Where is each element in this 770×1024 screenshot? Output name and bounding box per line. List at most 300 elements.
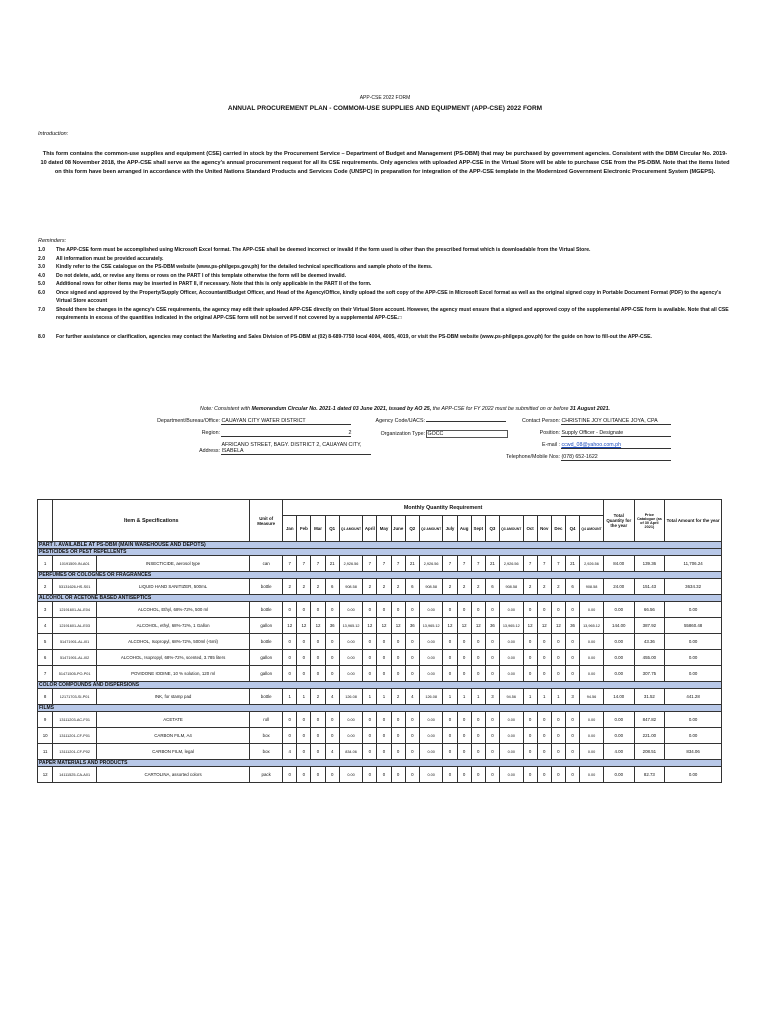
month-qty-cell[interactable]: 2 (537, 579, 551, 595)
month-qty-cell[interactable]: 0 (311, 744, 325, 760)
month-qty-cell[interactable]: 0 (283, 602, 297, 618)
month-qty-cell[interactable]: 0 (297, 650, 311, 666)
month-qty-cell[interactable]: 0 (523, 712, 537, 728)
table-row (38, 689, 722, 705)
month-qty-cell[interactable]: 0 (471, 728, 485, 744)
table-row (38, 712, 722, 728)
position-label: Position: (539, 430, 560, 436)
month-qty-cell[interactable]: 2 (523, 579, 537, 595)
header-month: Q1 (325, 516, 339, 542)
quarter-total-cell: 0 (485, 634, 499, 650)
month-qty-cell[interactable]: 0 (443, 650, 457, 666)
month-qty-cell[interactable]: 1 (443, 689, 457, 705)
month-qty-cell[interactable]: 12 (311, 618, 325, 634)
price-cell: 847.82 (634, 712, 665, 728)
reminder-text: Once signed and approved by the Property/Supply Officer, Accountant/Budget Officer, and Head of the Agency/Office, kindly upload the soft copy of the APP-CSE in Microsoft Excel format as well as the original signed copy in Portable Document Format (PDF) to the agency's Virtual Store account (56, 289, 722, 304)
table-row (38, 618, 722, 634)
item-code: 13111201-CF-P02 (53, 744, 97, 760)
month-qty-cell[interactable]: 0 (391, 767, 405, 783)
month-qty-cell[interactable]: 2 (551, 579, 565, 595)
month-qty-cell[interactable]: 0 (443, 744, 457, 760)
month-qty-cell[interactable]: 0 (363, 634, 377, 650)
item-code: 12191601-AL-E03 (53, 618, 97, 634)
total-amount-cell: 0.00 (665, 728, 722, 744)
month-qty-cell[interactable]: 0 (457, 650, 471, 666)
quarter-amount-cell: 94.56 (499, 689, 523, 705)
org-type-label: Organization Type: (380, 431, 425, 437)
month-qty-cell[interactable]: 0 (391, 602, 405, 618)
month-qty-cell[interactable]: 0 (391, 728, 405, 744)
quarter-total-cell: 0 (405, 650, 419, 666)
month-qty-cell[interactable]: 0 (391, 744, 405, 760)
price-cell: 31.52 (634, 689, 665, 705)
item-name: CARBON FILM, legal (96, 744, 249, 760)
header-month: Nov (537, 516, 551, 542)
reminder-number: 3.0 (38, 264, 46, 270)
month-qty-cell[interactable]: 0 (457, 712, 471, 728)
item-number: 3 (38, 602, 53, 618)
email-row (505, 442, 671, 449)
quarter-amount-cell: 0.00 (580, 634, 604, 650)
quarter-total-cell: 21 (405, 556, 419, 572)
month-qty-cell[interactable]: 0 (377, 650, 391, 666)
month-qty-cell[interactable]: 12 (457, 618, 471, 634)
total-amount-cell: 0.00 (665, 666, 722, 682)
tel-row (505, 454, 671, 461)
cse-table-wrap (37, 499, 722, 783)
month-qty-cell[interactable]: 2 (311, 579, 325, 595)
category-label: PESTICIDES OR PEST REPELLENTS (38, 549, 722, 556)
month-qty-cell[interactable]: 7 (363, 556, 377, 572)
month-qty-cell[interactable]: 12 (283, 618, 297, 634)
month-qty-cell[interactable]: 12 (391, 618, 405, 634)
month-qty-cell[interactable]: 0 (297, 634, 311, 650)
header-month: April (363, 516, 377, 542)
quarter-total-cell: 6 (485, 579, 499, 595)
month-qty-cell[interactable]: 0 (443, 602, 457, 618)
quarter-amount-cell: 0.00 (339, 634, 363, 650)
month-qty-cell[interactable]: 7 (377, 556, 391, 572)
month-qty-cell[interactable]: 0 (551, 744, 565, 760)
month-qty-cell[interactable]: 0 (537, 666, 551, 682)
month-qty-cell[interactable]: 0 (311, 712, 325, 728)
total-amount-cell: 441.28 (665, 689, 722, 705)
month-qty-cell[interactable]: 0 (537, 767, 551, 783)
total-amount-cell: 0.00 (665, 712, 722, 728)
price-cell: 43.36 (634, 634, 665, 650)
reminder-text: Additional rows for other items may be inserted in PART II, if necessary. Note that this is only applicable in the PART II of the form. (56, 281, 372, 287)
month-qty-cell[interactable]: 0 (471, 712, 485, 728)
quarter-total-cell: 0 (325, 602, 339, 618)
month-qty-cell[interactable]: 0 (283, 666, 297, 682)
quarter-amount-cell: 2,926.56 (419, 556, 443, 572)
month-qty-cell[interactable]: 0 (311, 767, 325, 783)
month-qty-cell[interactable]: 1 (537, 689, 551, 705)
category-row (38, 682, 722, 689)
category-row (38, 760, 722, 767)
month-qty-cell[interactable]: 0 (457, 728, 471, 744)
month-qty-cell[interactable]: 0 (363, 744, 377, 760)
quarter-total-cell: 0 (485, 728, 499, 744)
month-qty-cell[interactable]: 0 (443, 634, 457, 650)
month-qty-cell[interactable]: 0 (537, 712, 551, 728)
header-items: Item & Specifications (53, 500, 250, 542)
month-qty-cell[interactable]: 0 (551, 650, 565, 666)
quarter-amount-cell: 0.00 (419, 650, 443, 666)
month-qty-cell[interactable]: 0 (471, 744, 485, 760)
month-qty-cell[interactable]: 7 (391, 556, 405, 572)
region-field[interactable]: 2 (221, 430, 351, 437)
month-qty-cell[interactable]: 12 (363, 618, 377, 634)
month-qty-cell[interactable]: 0 (311, 634, 325, 650)
tel-label: Telephone/Mobile Nos: (506, 454, 560, 460)
item-number: 10 (38, 728, 53, 744)
month-qty-cell[interactable]: 0 (523, 602, 537, 618)
month-qty-cell[interactable]: 0 (377, 634, 391, 650)
month-qty-cell[interactable]: 0 (443, 728, 457, 744)
month-qty-cell[interactable]: 0 (523, 767, 537, 783)
month-qty-cell[interactable]: 0 (457, 666, 471, 682)
month-qty-cell[interactable]: 0 (551, 666, 565, 682)
item-name: ALCOHOL, Isopropyl, 68%-72%, 500ml (-5ml) (96, 634, 249, 650)
item-code: 51471901-AL-I01 (53, 634, 97, 650)
month-qty-cell[interactable]: 0 (523, 634, 537, 650)
header-no (38, 500, 53, 542)
quarter-amount-cell: 0.00 (339, 666, 363, 682)
month-qty-cell[interactable]: 0 (297, 728, 311, 744)
price-cell: 82.73 (634, 767, 665, 783)
month-qty-cell[interactable]: 0 (457, 602, 471, 618)
month-qty-cell[interactable]: 7 (523, 556, 537, 572)
month-qty-cell[interactable]: 0 (377, 767, 391, 783)
item-unit: box (250, 728, 283, 744)
month-qty-cell[interactable]: 0 (297, 602, 311, 618)
month-qty-cell[interactable]: 0 (377, 666, 391, 682)
item-unit: roll (250, 712, 283, 728)
month-qty-cell[interactable]: 0 (391, 650, 405, 666)
total-amount-cell: 834.06 (665, 744, 722, 760)
quarter-total-cell: 36 (565, 618, 579, 634)
month-qty-cell[interactable]: 0 (283, 712, 297, 728)
quarter-amount-cell: 13,965.12 (499, 618, 523, 634)
reminders-list (38, 246, 738, 341)
month-qty-cell[interactable]: 0 (363, 602, 377, 618)
price-cell: 208.51 (634, 744, 665, 760)
month-qty-cell[interactable]: 0 (457, 767, 471, 783)
quarter-amount-cell: 0.00 (580, 650, 604, 666)
month-qty-cell[interactable]: 2 (457, 579, 471, 595)
quarter-total-cell: 4 (405, 689, 419, 705)
month-qty-cell[interactable]: 0 (377, 712, 391, 728)
quarter-total-cell: 36 (485, 618, 499, 634)
quarter-total-cell: 0 (565, 666, 579, 682)
month-qty-cell[interactable]: 2 (283, 579, 297, 595)
month-qty-cell[interactable]: 0 (377, 744, 391, 760)
month-qty-cell[interactable]: 1 (551, 689, 565, 705)
total-amount-cell: 0.00 (665, 767, 722, 783)
dept-field[interactable]: CAUAYAN CITY WATER DISTRICT (221, 418, 351, 425)
item-number: 11 (38, 744, 53, 760)
month-qty-cell[interactable]: 2 (377, 579, 391, 595)
item-code: 51471505-PO-P01 (53, 666, 97, 682)
month-qty-cell[interactable]: 1 (457, 689, 471, 705)
quarter-amount-cell: 0.00 (499, 744, 523, 760)
quarter-amount-cell: 0.00 (419, 767, 443, 783)
month-qty-cell[interactable]: 0 (363, 650, 377, 666)
header-month: Aug (457, 516, 471, 542)
month-qty-cell[interactable]: 12 (443, 618, 457, 634)
quarter-total-cell: 36 (405, 618, 419, 634)
quarter-total-cell: 0 (325, 666, 339, 682)
quarter-total-cell: 0 (325, 712, 339, 728)
total-amount-cell: 3634.32 (665, 579, 722, 595)
org-type-select[interactable]: GOCC (426, 430, 508, 438)
month-qty-cell[interactable]: 1 (363, 689, 377, 705)
month-qty-cell[interactable]: 0 (551, 634, 565, 650)
header-month: Sept (471, 516, 485, 542)
month-qty-cell[interactable]: 12 (471, 618, 485, 634)
reminder-gap (38, 323, 738, 333)
month-qty-cell[interactable]: 0 (537, 634, 551, 650)
agency-code-row (370, 418, 506, 424)
item-number: 1 (38, 556, 53, 572)
quarter-total-cell: 0 (485, 602, 499, 618)
form-code: APP-CSE 2022 FORM (359, 95, 411, 101)
month-qty-cell[interactable]: 12 (377, 618, 391, 634)
total-qty-cell: 14.00 (603, 689, 634, 705)
reminder-text: Do not delete, add, or revise any items or rows on the PART I of this template otherwise the form will be deemed invalid. (56, 272, 347, 279)
month-qty-cell[interactable]: 0 (471, 666, 485, 682)
month-qty-cell[interactable]: 0 (551, 602, 565, 618)
month-qty-cell[interactable]: 7 (537, 556, 551, 572)
total-qty-cell: 4.00 (603, 744, 634, 760)
month-qty-cell[interactable]: 0 (443, 666, 457, 682)
quarter-total-cell: 21 (565, 556, 579, 572)
quarter-total-cell: 4 (325, 744, 339, 760)
month-qty-cell[interactable]: 1 (523, 689, 537, 705)
item-number: 9 (38, 712, 53, 728)
reminder-item (38, 272, 738, 281)
table-row (38, 767, 722, 783)
month-qty-cell[interactable]: 0 (443, 712, 457, 728)
quarter-amount-cell: 0.00 (499, 634, 523, 650)
item-code: 51471901-AL-I02 (53, 650, 97, 666)
header-total-amount: Total Amount for the year (665, 500, 722, 542)
form-title: ANNUAL PROCUREMENT PLAN - COMMOM-USE SUPPLIES AND EQUIPMENT (APP-CSE) 2022 FORM (227, 105, 543, 112)
month-qty-cell[interactable]: 0 (363, 712, 377, 728)
month-qty-cell[interactable]: 12 (551, 618, 565, 634)
total-amount-cell: 55860.48 (665, 618, 722, 634)
month-qty-cell[interactable]: 1 (297, 689, 311, 705)
quarter-amount-cell: 0.00 (580, 728, 604, 744)
quarter-amount-cell: 0.00 (339, 728, 363, 744)
month-qty-cell[interactable]: 2 (391, 689, 405, 705)
quarter-amount-cell: 908.58 (580, 579, 604, 595)
email-link[interactable]: ccwd_08@yahoo.com.ph (561, 442, 671, 449)
month-qty-cell[interactable]: 0 (537, 728, 551, 744)
month-qty-cell[interactable]: 0 (471, 602, 485, 618)
table-row (38, 602, 722, 618)
month-qty-cell[interactable]: 2 (471, 579, 485, 595)
quarter-amount-cell: 126.08 (419, 689, 443, 705)
total-qty-cell: 0.00 (603, 767, 634, 783)
month-qty-cell[interactable]: 0 (363, 767, 377, 783)
month-qty-cell[interactable]: 4 (283, 744, 297, 760)
reminder-text: The APP-CSE form must be accomplished using Microsoft Excel format. The APP-CSE shall be deemed incorrect or invalid if the form used is other than the prescribed format which is downloadable from the Virtual Store. (56, 247, 591, 253)
month-qty-cell[interactable]: 1 (471, 689, 485, 705)
month-qty-cell[interactable]: 0 (297, 744, 311, 760)
month-qty-cell[interactable]: 7 (443, 556, 457, 572)
dept-label: Department/Bureau/Office: (157, 418, 220, 424)
reminder-item (38, 280, 738, 289)
month-qty-cell[interactable]: 0 (283, 767, 297, 783)
header-month: May (377, 516, 391, 542)
month-qty-cell[interactable]: 0 (391, 712, 405, 728)
month-qty-cell[interactable]: 0 (377, 602, 391, 618)
month-qty-cell[interactable]: 7 (283, 556, 297, 572)
month-qty-cell[interactable]: 7 (551, 556, 565, 572)
item-name: CARTOLINA, assorted colors (96, 767, 249, 783)
quarter-total-cell: 0 (405, 712, 419, 728)
category-row (38, 705, 722, 712)
month-qty-cell[interactable]: 0 (523, 744, 537, 760)
quarter-amount-cell: 908.58 (419, 579, 443, 595)
position-field[interactable]: Supply Officer - Designate (561, 430, 671, 437)
header-price: Price Catalogue (as of 30 April 2021) (634, 500, 665, 542)
month-qty-cell[interactable]: 2 (443, 579, 457, 595)
quarter-amount-cell: 2,926.56 (339, 556, 363, 572)
quarter-amount-cell: 908.58 (339, 579, 363, 595)
quarter-total-cell: 0 (325, 728, 339, 744)
note-deadline: 31 August 2021. (569, 406, 611, 412)
email-label: E-mail : (542, 442, 560, 448)
total-qty-cell: 0.00 (603, 666, 634, 682)
quarter-total-cell: 0 (485, 767, 499, 783)
quarter-amount-cell: 834.06 (339, 744, 363, 760)
reminder-item (38, 255, 738, 264)
quarter-total-cell: 6 (405, 579, 419, 595)
month-qty-cell[interactable]: 12 (523, 618, 537, 634)
quarter-amount-cell: 0.00 (419, 634, 443, 650)
month-qty-cell[interactable]: 0 (551, 712, 565, 728)
reminder-number: 1.0 (38, 247, 46, 253)
month-qty-cell[interactable]: 7 (297, 556, 311, 572)
month-qty-cell[interactable]: 0 (537, 744, 551, 760)
reminder-number: 2.0 (38, 255, 46, 262)
quarter-amount-cell: 0.00 (499, 650, 523, 666)
month-qty-cell[interactable]: 0 (457, 744, 471, 760)
quarter-amount-cell: 0.00 (580, 767, 604, 783)
month-qty-cell[interactable]: 0 (537, 602, 551, 618)
month-qty-cell[interactable]: 7 (471, 556, 485, 572)
table-row (38, 556, 722, 572)
month-qty-cell[interactable]: 0 (471, 650, 485, 666)
month-qty-cell[interactable]: 0 (283, 650, 297, 666)
total-qty-cell: 144.00 (603, 618, 634, 634)
month-qty-cell[interactable]: 0 (471, 767, 485, 783)
month-qty-cell[interactable]: 0 (457, 634, 471, 650)
header-month: Q2 AMOUNT (419, 516, 443, 542)
month-qty-cell[interactable]: 2 (391, 579, 405, 595)
header-month: Mar (311, 516, 325, 542)
month-qty-cell[interactable]: 0 (283, 634, 297, 650)
price-cell: 221.00 (634, 728, 665, 744)
region-label: Region: (201, 430, 220, 436)
month-qty-cell[interactable]: 7 (311, 556, 325, 572)
month-qty-cell[interactable]: 7 (457, 556, 471, 572)
month-qty-cell[interactable]: 2 (311, 689, 325, 705)
month-qty-cell[interactable]: 1 (377, 689, 391, 705)
month-qty-cell[interactable]: 0 (377, 728, 391, 744)
quarter-total-cell: 0 (405, 602, 419, 618)
month-qty-cell[interactable]: 0 (311, 666, 325, 682)
quarter-total-cell: 0 (565, 728, 579, 744)
header-month: Q3 AMOUNT (499, 516, 523, 542)
address-field[interactable]: AFRICANO STREET, BAGY. DISTRICT 2, CAUAYAN CITY, ISABELA (221, 442, 371, 455)
month-qty-cell[interactable]: 2 (297, 579, 311, 595)
month-qty-cell[interactable]: 0 (551, 767, 565, 783)
month-qty-cell[interactable]: 0 (523, 728, 537, 744)
org-type-row (370, 430, 508, 438)
month-qty-cell[interactable]: 0 (391, 634, 405, 650)
table-row (38, 579, 722, 595)
item-unit: bottle (250, 634, 283, 650)
month-qty-cell[interactable]: 0 (363, 728, 377, 744)
month-qty-cell[interactable]: 12 (537, 618, 551, 634)
month-qty-cell[interactable]: 0 (283, 728, 297, 744)
month-qty-cell[interactable]: 0 (523, 650, 537, 666)
month-qty-cell[interactable]: 0 (391, 666, 405, 682)
total-qty-cell: 0.00 (603, 634, 634, 650)
quarter-total-cell: 0 (405, 767, 419, 783)
month-qty-cell[interactable]: 0 (311, 650, 325, 666)
month-qty-cell[interactable]: 0 (363, 666, 377, 682)
quarter-amount-cell: 0.00 (339, 650, 363, 666)
month-qty-cell[interactable]: 0 (311, 602, 325, 618)
quarter-amount-cell: 0.00 (580, 666, 604, 682)
month-qty-cell[interactable]: 0 (297, 712, 311, 728)
quarter-amount-cell: 0.00 (419, 728, 443, 744)
price-cell: 307.75 (634, 666, 665, 682)
month-qty-cell[interactable]: 2 (363, 579, 377, 595)
month-qty-cell[interactable]: 12 (297, 618, 311, 634)
item-name: INK, for stamp pad (96, 689, 249, 705)
submission-note (200, 406, 720, 412)
tel-field[interactable]: (078) 652-1622 (561, 454, 671, 461)
month-qty-cell[interactable]: 0 (471, 634, 485, 650)
header-unit: Unit of Measure (250, 500, 283, 542)
month-qty-cell[interactable]: 1 (283, 689, 297, 705)
quarter-amount-cell: 94.56 (580, 689, 604, 705)
introduction-text: This form contains the common-use supplies and equipment (CSE) carried in stock by the Procurement Service – Department of Budget and Management (PS-DBM) that may be purchased by government agencies. Consistent with the DBM Circular No. 2019-10 dated 08 November 2018, the APP-CSE shall serve as the agency's annual procurement request for all its CSE requirements. Only agencies with uploaded APP-CSE in the Virtual Store will be able to purchase CSE from the PS-DBM. Note that the items listed on this form have been arranged in accordance with the United Nations Standard Products and Services Code (UNSPC) in preparation for integration of the APP-CSE template in the Modernized Government Electronic Procurement System (MGEPS). (40, 151, 730, 175)
month-qty-cell[interactable]: 0 (537, 650, 551, 666)
quarter-amount-cell: 13,965.12 (580, 618, 604, 634)
month-qty-cell[interactable]: 0 (297, 666, 311, 682)
quarter-amount-cell: 2,926.56 (580, 556, 604, 572)
total-qty-cell: 0.00 (603, 602, 634, 618)
agency-code-field[interactable] (426, 421, 506, 422)
item-unit: can (250, 556, 283, 572)
contact-field[interactable]: CHRISTINE JOY OLITANCE JOYA, CPA (561, 418, 671, 425)
month-qty-cell[interactable]: 0 (523, 666, 537, 682)
table-row (38, 634, 722, 650)
month-qty-cell[interactable]: 0 (297, 767, 311, 783)
month-qty-cell[interactable]: 0 (311, 728, 325, 744)
month-qty-cell[interactable]: 0 (443, 767, 457, 783)
month-qty-cell[interactable]: 0 (551, 728, 565, 744)
item-code: 14111525-CA-A01 (53, 767, 97, 783)
quarter-amount-cell: 13,965.12 (419, 618, 443, 634)
